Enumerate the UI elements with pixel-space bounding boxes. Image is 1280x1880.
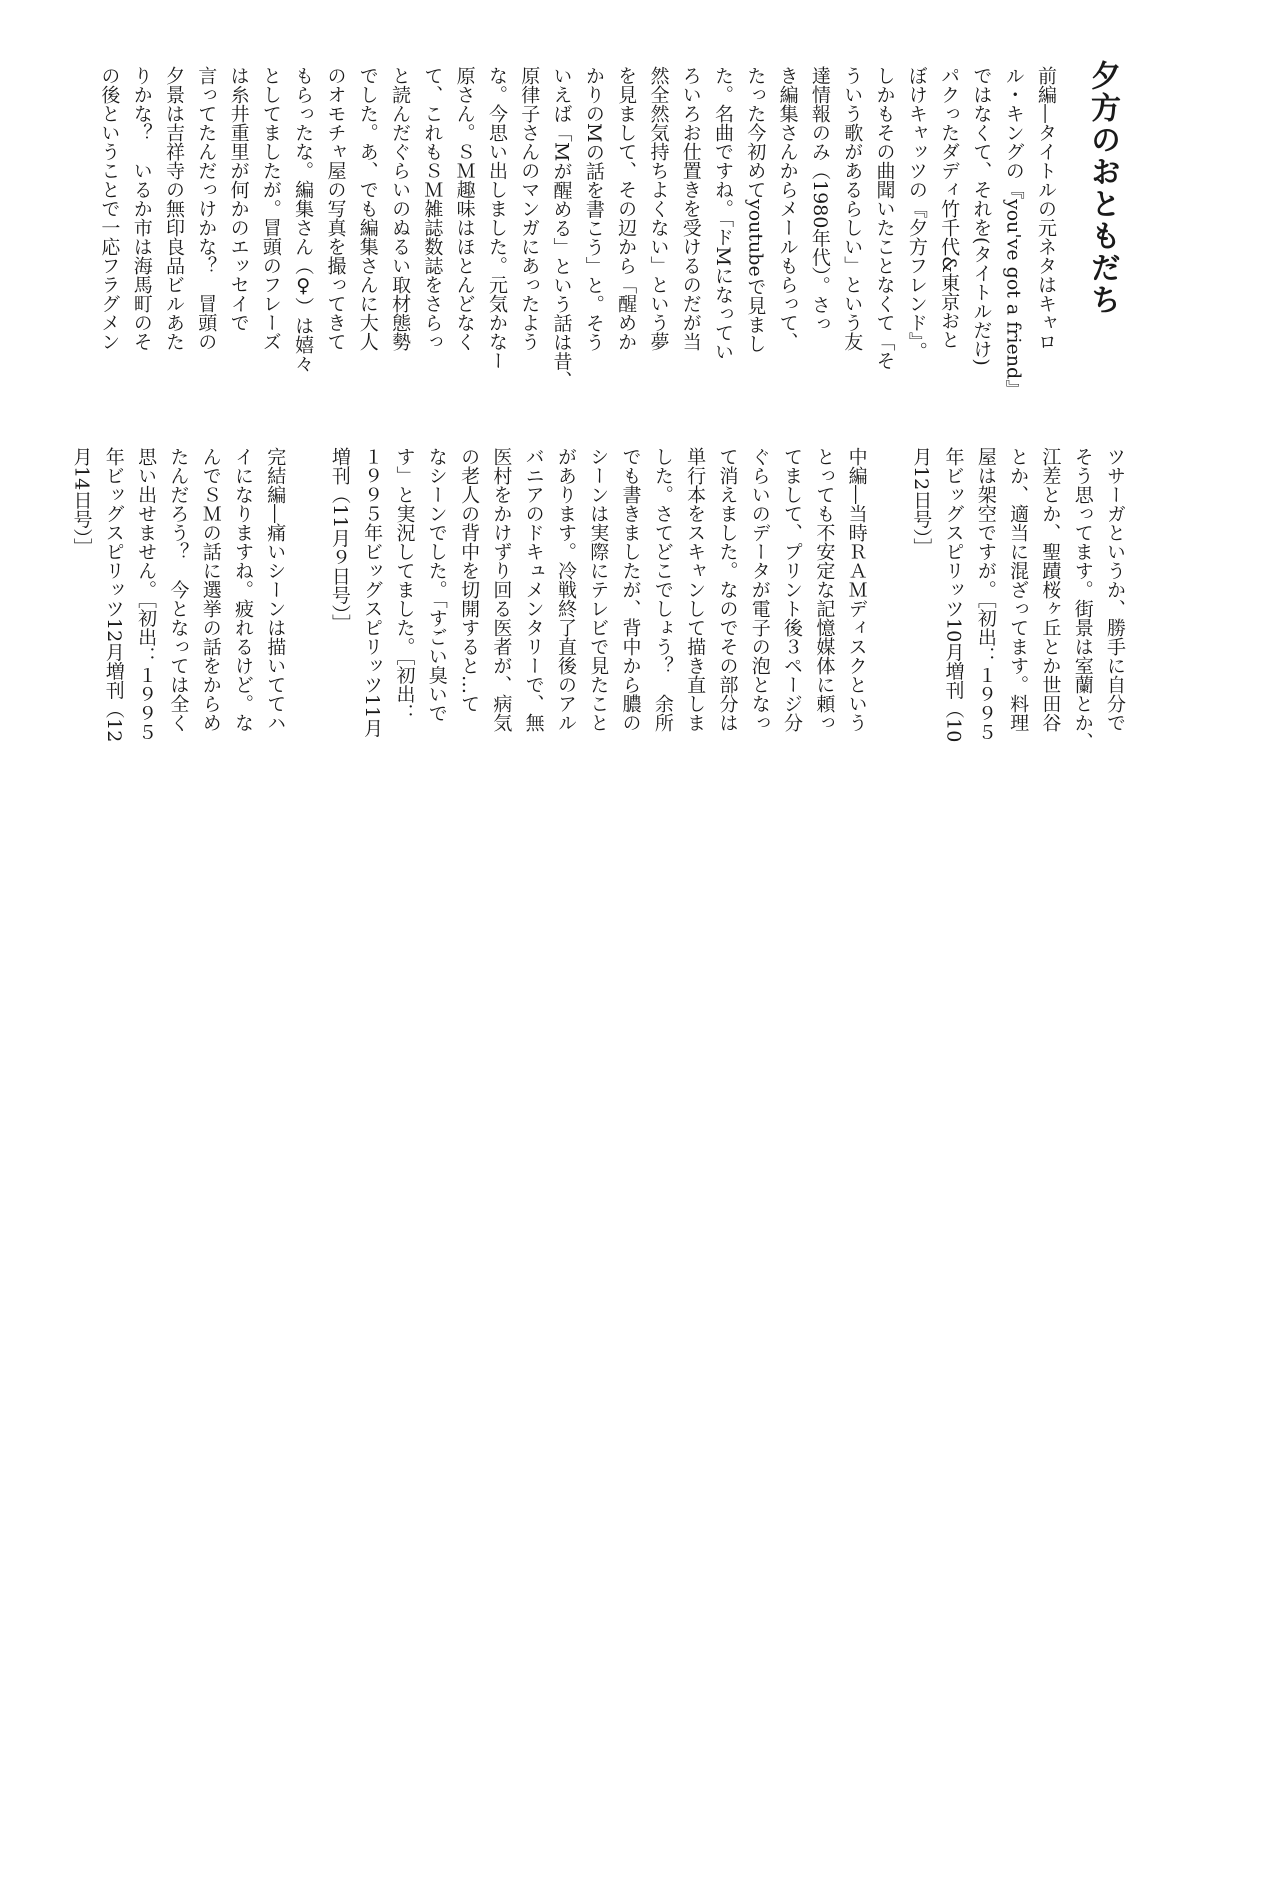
afterword-text-lower: ツサーガというか、勝手に自分で そう思ってます。街景は室蘭とか、 江差とか、聖蹟桜ヶ丘とか世田谷 とか、適当に混ざってます。料理 屋は架空ですが。［初出：１９９５ 年ビッグスピリッツ10月増刊（10 月12日号）］ 中編―当時ＲＡＭディスクという とっても不安定な記憶媒体に頼っ てまして、プリント後３ページ分 ぐらいのデータが電子の泡となっ て消えました。なのでその部分は 単行本をスキャンして描き直しま した。さてどこでしょう？ 余所 でも書きましたが、背中から膿の シーンは実際にテレビで見たこと があります。冷戦終了直後のアル バニアのドキュメンタリーで、無 医村をかけずり回る医者が、病気 の老人の背中を切開すると…て なシーンでした。「すごい臭いで す」と実況してました。［初出： １９９５年ビッグスピリッツ11月 増刊（11月９日号）］ 完結編―痛いシーンは描いててハ イになりますね。疲れるけど。な んでＳＭの話に選挙の話をからめ たんだろう？ 今となっては全く 思い出せません。［初出：１９９５ 年ビッグスピリッツ12月増刊（12 月14日号）］ <box>70 447 1126 751</box>
page-title: 夕方のおともだち <box>1085 60 1120 316</box>
afterword-text-upper: 前編―タイトルの元ネタはキャロ ル・キングの『you've got a friend』 ではなくて、それを(タイトルだけ) パクったダディ竹千代&東京おと ぼけキャッツの『夕方フレンド』。 しかもその曲聞いたことなくて「そ ういう歌があるらしい」という友 達情報のみ（1980年代）。さっ き編集さんからメールもらって、 たった今初めてyoutubeで見まし た。名曲ですね。「ドMになってい ろいろお仕置きを受けるのだが当 然全然気持ちよくない」という夢 を見まして、その辺から「醒めか かりのMの話を書こう」と。そう いえば「Mが醒める」という話は昔、 原律子さんのマンガにあったよう な。今思い出しました。元気かなー 原さん。ＳＭ趣味はほとんどなく て、これもＳＭ雑誌数誌をさらっ と読んだぐらいのぬるい取材態勢 でした。あ、でも編集さんに大人 のオモチャ屋の写真を撮ってきて もらったな。編集さん（♀）は嬉々 としてましたが。冒頭のフレーズ は糸井重里が何かのエッセイで 言ってたんだっけかな？ 冒頭の 夕景は吉祥寺の無印良品ビルあた りかな？ いるか市は海馬町のそ の後ということで一応フラグメン <box>98 66 1057 399</box>
